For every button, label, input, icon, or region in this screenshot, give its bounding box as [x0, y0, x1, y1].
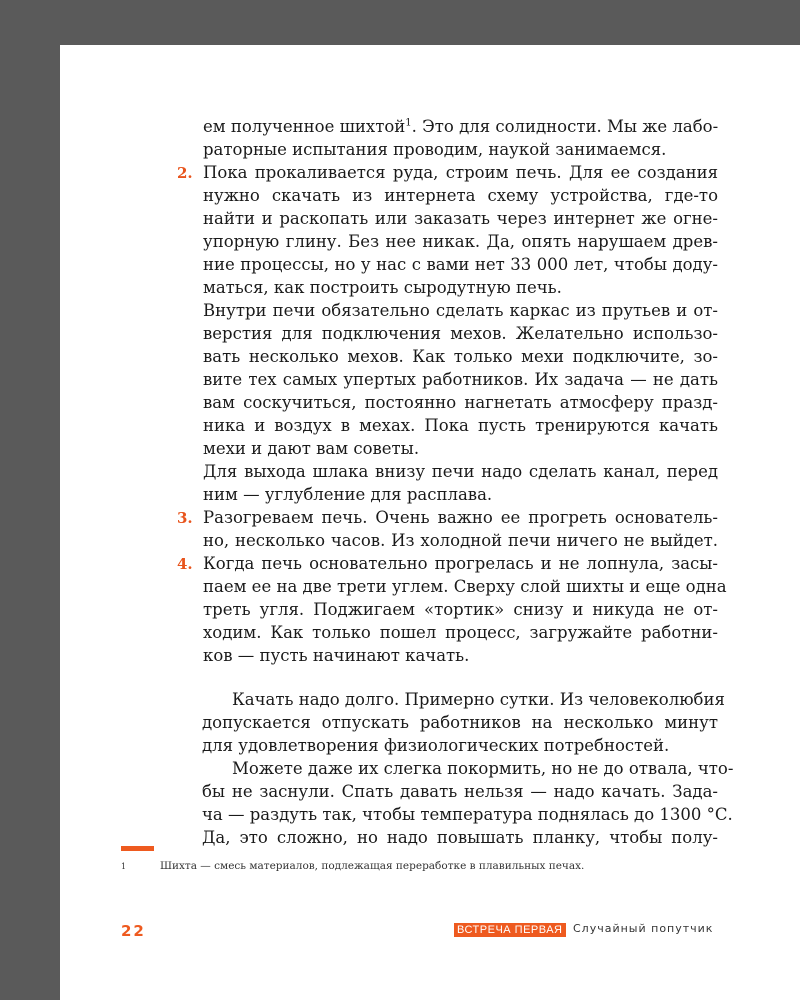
text-line: Качать надо долго. Примерно сутки. Из человеколюбия	[232, 690, 725, 709]
text-fragment: . Это для солидности. Мы же лабо-	[411, 117, 719, 136]
text-line: вать несколько мехов. Как только мехи подключите, зо-	[203, 347, 718, 366]
text-line: треть угля. Поджигаем «тортик» снизу и никуда не от-	[203, 600, 718, 619]
text-line: ков — пусть начинают качать.	[203, 646, 470, 665]
chapter-badge: ВСТРЕЧА ПЕРВАЯ	[454, 923, 566, 937]
footnote-mark: 1	[121, 862, 127, 871]
text-fragment: ем полученное шихтой	[203, 117, 406, 136]
list-number: 2.	[177, 164, 193, 182]
text-line: ним — углубление для расплава.	[203, 485, 493, 504]
text-line: маться, как построить сыродутную печь.	[203, 278, 562, 297]
text-line: Когда печь основательно прогрелась и не лопнула, засы-	[203, 554, 718, 573]
text-line: раторные испытания проводим, наукой занимаемся.	[203, 140, 667, 159]
footnote-ref[interactable]: 1	[405, 117, 412, 129]
chapter-title: Случайный попутчик	[573, 922, 714, 935]
text-line: вам соскучиться, постоянно нагнетать атмосферу празд-	[203, 393, 718, 412]
text-line: Пока прокаливается руда, строим печь. Для ее создания	[203, 163, 718, 182]
footnote-text: Шихта — смесь материалов, подлежащая переработке в плавильных печах.	[160, 860, 585, 872]
text-line: для удовлетворения физиологических потребностей.	[202, 736, 670, 755]
frame-top	[0, 0, 800, 45]
text-line: нужно скачать из интернета схему устройства, где-то	[203, 186, 718, 205]
text-line: допускается отпускать работников на несколько минут	[202, 713, 718, 732]
text-line	[203, 116, 718, 138]
text-line: Можете даже их слегка покормить, но не до отвала, что-	[232, 759, 734, 778]
text-line: вите тех самых упертых работников. Их задача — не дать	[203, 370, 718, 389]
page-number: 22	[121, 922, 146, 940]
text-line: ходим. Как только пошел процесс, загружайте работни-	[203, 623, 718, 642]
text-line: Да, это сложно, но надо повышать планку, чтобы полу-	[202, 828, 718, 847]
text-line: Разогреваем печь. Очень важно ее прогреть основатель-	[203, 508, 718, 527]
text-line: бы не заснули. Спать давать нельзя — надо качать. Зада-	[202, 782, 718, 801]
text-line: ние процессы, но у нас с вами нет 33 000 лет, чтобы доду-	[203, 255, 718, 274]
text-line: упорную глину. Без нее никак. Да, опять нарушаем древ-	[203, 232, 718, 251]
text-line: ча — раздуть так, чтобы температура поднялась до 1300 °С.	[202, 805, 733, 824]
text-line: паем ее на две трети углем. Сверху слой шихты и еще одна	[203, 577, 727, 596]
list-number: 4.	[177, 555, 193, 573]
book-page	[60, 45, 800, 1000]
text-line: но, несколько часов. Из холодной печи ничего не выйдет.	[203, 531, 718, 550]
text-line: ника и воздух в мехах. Пока пусть тренируются качать	[203, 416, 718, 435]
text-line: мехи и дают вам советы.	[203, 439, 420, 458]
text-line: Внутри печи обязательно сделать каркас из прутьев и от-	[203, 301, 718, 320]
text-line: Для выхода шлака внизу печи надо сделать канал, перед	[203, 462, 718, 481]
list-number: 3.	[177, 509, 193, 527]
footnote-rule	[121, 846, 154, 851]
frame-left	[0, 0, 60, 1000]
text-line: найти и раскопать или заказать через интернет же огне-	[203, 209, 718, 228]
text-line: верстия для подключения мехов. Желательно использо-	[203, 324, 718, 343]
